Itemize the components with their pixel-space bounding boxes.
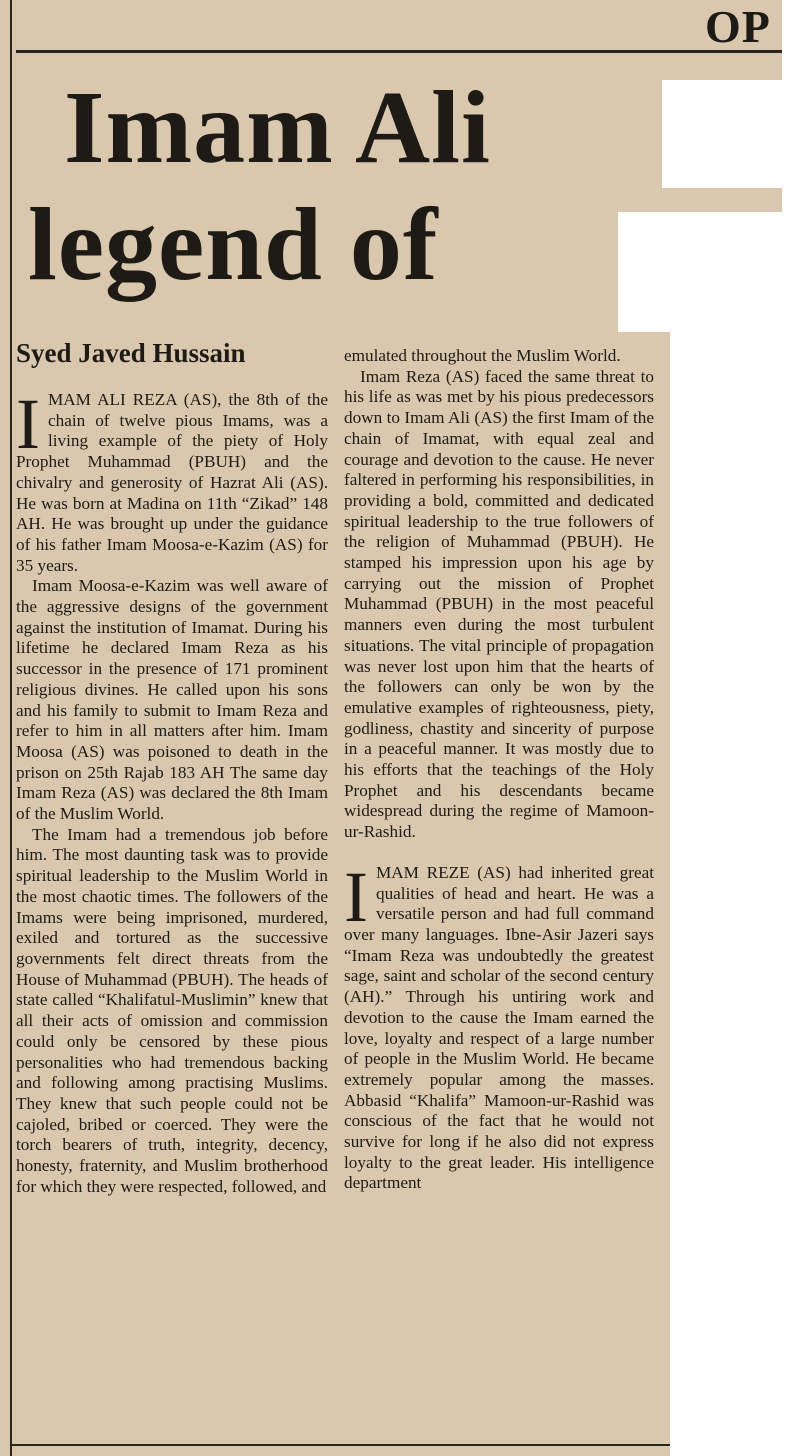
paragraph: The Imam had a tremendous job before him. The most daunting task was to provide spiritual leadership to the Muslim World in the most chaotic times. The followers of the Imams were being imprisoned, murdered, exiled and tortured as the successive governments felt direct threats from the House of Muhammad (PBUH). The heads of state called “Khalifatul-Muslimin” knew that all their acts of omission and commission could only be censored by these pious personalities who had tremendous backing and following among practising Muslims. They knew that such people could not be cajoled, bribed or coerced. They were the torch bearers of truth, integrity, decency, honesty, fraternity, and Muslim brotherhood for which they were respected, followed, and: [16, 824, 328, 1196]
byline: Syed Javed Hussain: [16, 338, 246, 368]
paragraph-text: MAM ALI REZA (AS), the 8th of the chain of twelve pious Imams, was a living example of the piety of Holy Prophet Muhammad (PBUH) and the chivalry and generosity of Hazrat Ali (AS). He was born at Madina on 11th “Zikad” 148 AH. He was brought up under the guidance of his father Imam Moosa-e-Kazim (AS) for 35 years.: [16, 390, 328, 575]
paragraph-text: MAM REZE (AS) had inherited great qualities of head and heart. He was a versatile person and had full command over many languages. Ibne-Asir Jazeri says “Imam Reza was undoubtedly the greatest sage, saint and scholar of the second century (AH).” Through his untiring work and devotion to the cause the Imam earned the love, loyalty and respect of a large number of people in the Muslim World. He became extremely popular among the masses. Abbasid “Khalifa” Mamoon-ur-Rashid was conscious of the fact that he would not survive for long if he also did not express loyalty to the great leader. His intelligence department: [344, 862, 654, 1193]
header-rule: [16, 50, 782, 53]
paragraph: Imam Reza (AS) faced the same threat to his life as was met by his pious predecessors down to Imam Ali (AS) the first Imam of the chain of Imamat, with equal zeal and courage and devotion to the cause. He never faltered in performing his responsibilities, in providing a bold, committed and dedicated spiritual leadership to the true followers of the religion of Muhammad (PBUH). He stamped his impression upon his age by carrying out the mission of Prophet Muhammad (PBUH) in the most peaceful manners even during the most turbulent situations. The vital principle of propagation was never lost upon him that the hearts of the followers can only be won by the emulative examples of righteousness, piety, godliness, chastity and sincerity of purpose in a peaceful manner. It was mostly due to his efforts that the teachings of the Holy Prophet and his descendants became widespread during the regime of Mamoon-ur-Rashid.: [344, 366, 654, 842]
paragraph: [16, 384, 328, 576]
drop-cap: I: [344, 856, 368, 937]
paragraph: emulated throughout the Muslim World.: [344, 346, 621, 365]
blank-margin-right: [782, 0, 800, 1456]
section-tag: OP: [705, 1, 771, 52]
footer-rule: [10, 1444, 670, 1446]
paragraph: Imam Moosa-e-Kazim was well aware of the aggressive designs of the government against the institution of Imamat. During his lifetime he declared Imam Reza as his successor in the presence of 171 prominent religious divines. He called upon his sons and his family to submit to Imam Reza and refer to him in all matters after him. Imam Moosa (AS) was poisoned to death in the prison on 25th Rajab 183 AH The same day Imam Reza (AS) was declared the 8th Imam of the Muslim World.: [16, 576, 328, 824]
drop-cap: I: [16, 384, 40, 464]
article-column-2: [344, 346, 654, 1194]
paragraph: [344, 856, 654, 1194]
article-column-1: [16, 384, 328, 1197]
blank-cutout-upper: [662, 80, 782, 188]
headline-line-2: legend of: [28, 187, 439, 302]
blank-cutout-middle: [618, 212, 782, 332]
column-rule-left: [10, 0, 12, 1456]
blank-cutout-lower: [670, 332, 782, 1456]
paragraph-gap: [344, 843, 654, 863]
headline-line-1: Imam Ali: [64, 70, 491, 185]
